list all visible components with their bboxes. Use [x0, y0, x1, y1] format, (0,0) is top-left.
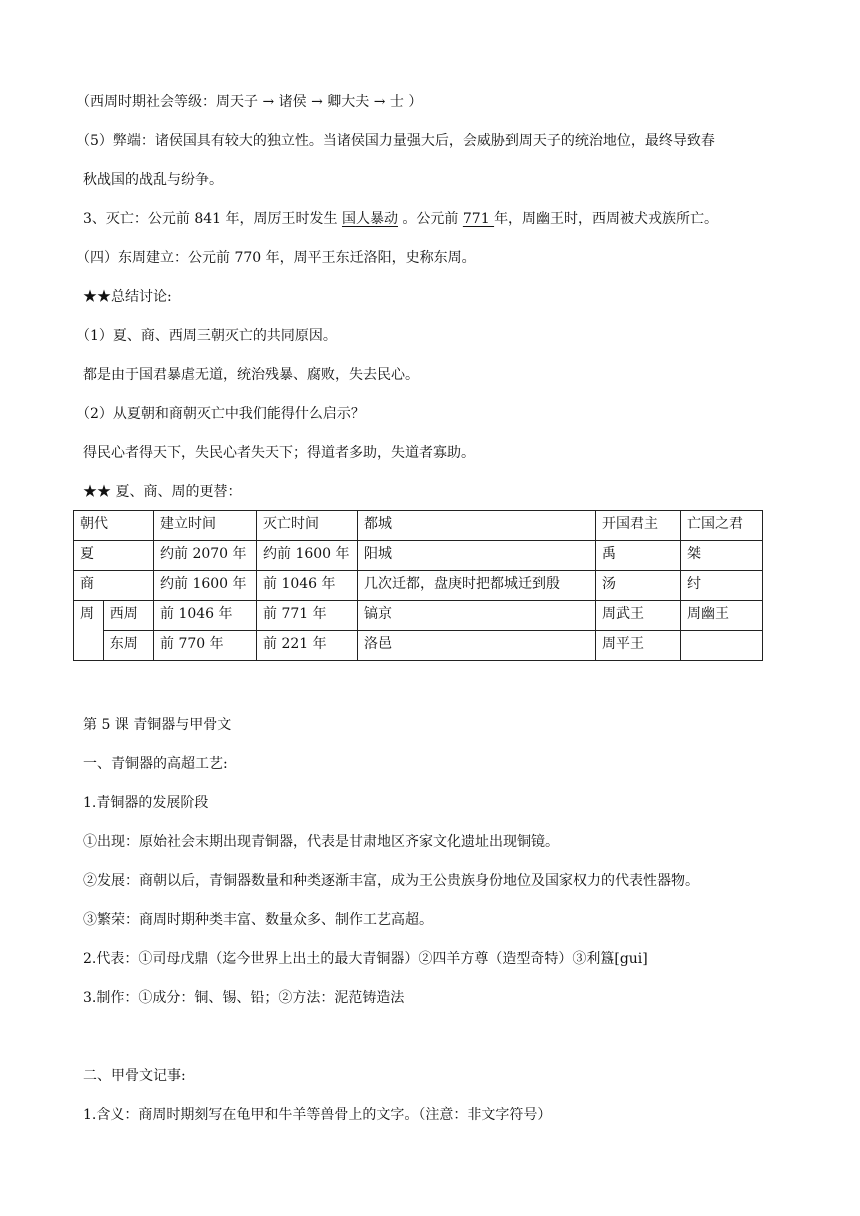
- table-cell: 周幽王: [681, 601, 763, 631]
- bronze-stage-2: ②发展：商朝以后，青铜器数量和种类逐渐丰富，成为王公贵族身份地位及国家权力的代表性器物。: [83, 873, 699, 889]
- table-cell: 前 1046 年: [257, 571, 358, 601]
- table-row: [74, 541, 763, 571]
- header-cell: 亡国之君: [681, 511, 763, 541]
- discussion-heading: ★★总结讨论:: [83, 289, 172, 305]
- eastern-zhou-line: （四）东周建立：公元前 770 年，周平王东迁洛阳，史称东周。: [76, 250, 476, 266]
- table-heading: ★★ 夏、商、周的更替：: [83, 484, 242, 500]
- table-cell: 周武王: [596, 601, 681, 631]
- table-row: [74, 601, 763, 631]
- bronze-production: 3.制作：①成分：铜、锡、铅；②方法：泥范铸造法: [83, 990, 405, 1006]
- fall-line: 3、灭亡：公元前 841 年，周厉王时发生 国人暴动 。公元前 771 年，周幽王时，西周被犬戎族所亡。: [83, 211, 719, 227]
- question-2: （2）从夏朝和商朝灭亡中我们能得什么启示？: [76, 406, 365, 422]
- drawback-line-cont: 秋战国的战乱与纷争。: [83, 172, 223, 188]
- bronze-representatives: 2.代表：①司母戊鼎（迄今世界上出土的最大青铜器）②四羊方尊（造型奇特）③利簋[gui]: [83, 951, 648, 967]
- table-cell: 汤: [596, 571, 681, 601]
- table-cell: 纣: [681, 571, 763, 601]
- table-cell: 商: [74, 571, 154, 601]
- table-cell: 西周: [103, 601, 153, 631]
- table-cell: 禹: [596, 541, 681, 571]
- table-cell: 前 770 年: [154, 631, 257, 661]
- underlined-answer-1: 国人暴动: [341, 211, 398, 227]
- table-cell: 洛邑: [358, 631, 596, 661]
- table-cell: 东周: [103, 631, 153, 661]
- header-cell: 建立时间: [154, 511, 257, 541]
- table-cell: 夏: [74, 541, 154, 571]
- table-header-row: [74, 511, 763, 541]
- answer-2: 得民心者得天下，失民心者失天下；得道者多助，失道者寡助。: [83, 445, 475, 461]
- header-cell: 都城: [358, 511, 596, 541]
- bronze-stage-3: ③繁荣：商周时期种类丰富、数量众多、制作工艺高超。: [83, 912, 433, 928]
- table-cell: 镐京: [358, 601, 596, 631]
- table-row: [74, 571, 763, 601]
- table-cell: 周: [74, 601, 104, 661]
- dynasty-table: [73, 510, 763, 661]
- oracle-definition: 1.含义：商周时期刻写在龟甲和牛羊等兽骨上的文字。（注意：非文字符号）: [83, 1107, 552, 1123]
- table-cell: 约前 1600 年: [154, 571, 257, 601]
- table-cell: [681, 631, 763, 661]
- bronze-stage-1: ①出现：原始社会末期出现青铜器，代表是甘肃地区齐家文化遗址出现铜镜。: [83, 834, 559, 850]
- header-cell: 开国君主: [596, 511, 681, 541]
- bronze-stages-heading: 1.青铜器的发展阶段: [83, 795, 209, 811]
- lesson-title: 第 5 课 青铜器与甲骨文: [83, 717, 232, 733]
- table-cell: 前 221 年: [257, 631, 358, 661]
- drawback-line: （5）弊端：诸侯国具有较大的独立性。当诸侯国力量强大后，会威胁到周天子的统治地位，最终导致春: [76, 133, 715, 149]
- answer-1: 都是由于国君暴虐无道，统治残暴、腐败，失去民心。: [83, 367, 419, 383]
- header-cell: 灭亡时间: [257, 511, 358, 541]
- header-cell: 朝代: [74, 511, 154, 541]
- table-cell: 周平王: [596, 631, 681, 661]
- table-cell: 约前 1600 年: [257, 541, 358, 571]
- social-hierarchy-line: （西周时期社会等级：周天子 → 诸侯 → 卿大夫 → 士 ）: [76, 94, 423, 110]
- question-1: （1）夏、商、西周三朝灭亡的共同原因。: [76, 328, 337, 344]
- table-row: [74, 631, 763, 661]
- table-cell: 桀: [681, 541, 763, 571]
- section-heading-oracle: 二、甲骨文记事:: [83, 1068, 186, 1084]
- underlined-answer-2: 771: [462, 211, 495, 227]
- table-cell: 阳城: [358, 541, 596, 571]
- table-cell: 前 1046 年: [154, 601, 257, 631]
- table-cell: 约前 2070 年: [154, 541, 257, 571]
- table-cell: 几次迁都，盘庚时把都城迁到殷: [358, 571, 596, 601]
- section-heading-bronze: 一、青铜器的高超工艺:: [83, 756, 228, 772]
- table-cell: 前 771 年: [257, 601, 358, 631]
